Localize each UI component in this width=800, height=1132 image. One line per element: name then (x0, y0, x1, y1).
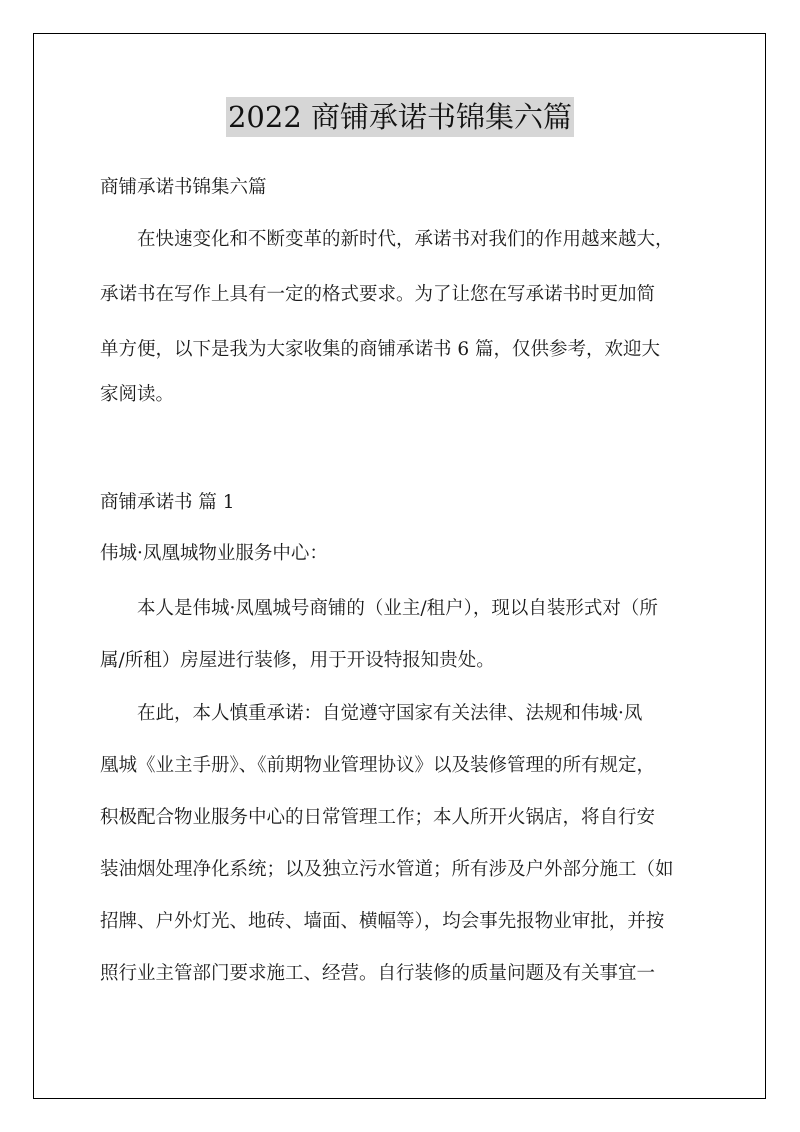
paragraph-line: 凰城《业主手册》、《前期物业管理协议》以及装修管理的所有规定， (100, 755, 656, 776)
title-container (0, 97, 800, 137)
paragraph-line: 装油烟处理净化系统；以及独立污水管道；所有涉及户外部分施工（如 (100, 859, 674, 880)
intro-line: 在快速变化和不断变革的新时代，承诺书对我们的作用越来越大， (137, 229, 674, 250)
paragraph-line: 属/所租）房屋进行装修，用于开设特报知贵处。 (100, 650, 495, 671)
paragraph-line: 招牌、户外灯光、地砖、墙面、横幅等），均会事先报物业审批，并按 (100, 911, 665, 932)
paragraph-line: 本人是伟城·凤凰城号商铺的（业主/租户），现以自装形式对（所 (137, 598, 658, 619)
addressee: 伟城·凤凰城物业服务中心： (100, 543, 328, 564)
intro-line: 承诺书在写作上具有一定的格式要求。为了让您在写承诺书时更加简 (100, 284, 656, 305)
section-heading: 商铺承诺书 篇 1 (100, 492, 235, 513)
intro-line: 单方便，以下是我为大家收集的商铺承诺书 6 篇，仅供参考，欢迎大 (100, 339, 661, 360)
subtitle: 商铺承诺书锦集六篇 (100, 177, 267, 198)
document-title: 2022 商铺承诺书锦集六篇 (226, 97, 574, 137)
paragraph-line: 在此，本人慎重承诺：自觉遵守国家有关法律、法规和伟城·凤 (137, 703, 643, 724)
paragraph-line: 积极配合物业服务中心的日常管理工作；本人所开火锅店，将自行安 (100, 807, 656, 828)
paragraph-line: 照行业主管部门要求施工、经营。自行装修的质量问题及有关事宜一 (100, 963, 656, 984)
intro-line: 家阅读。 (100, 384, 175, 405)
